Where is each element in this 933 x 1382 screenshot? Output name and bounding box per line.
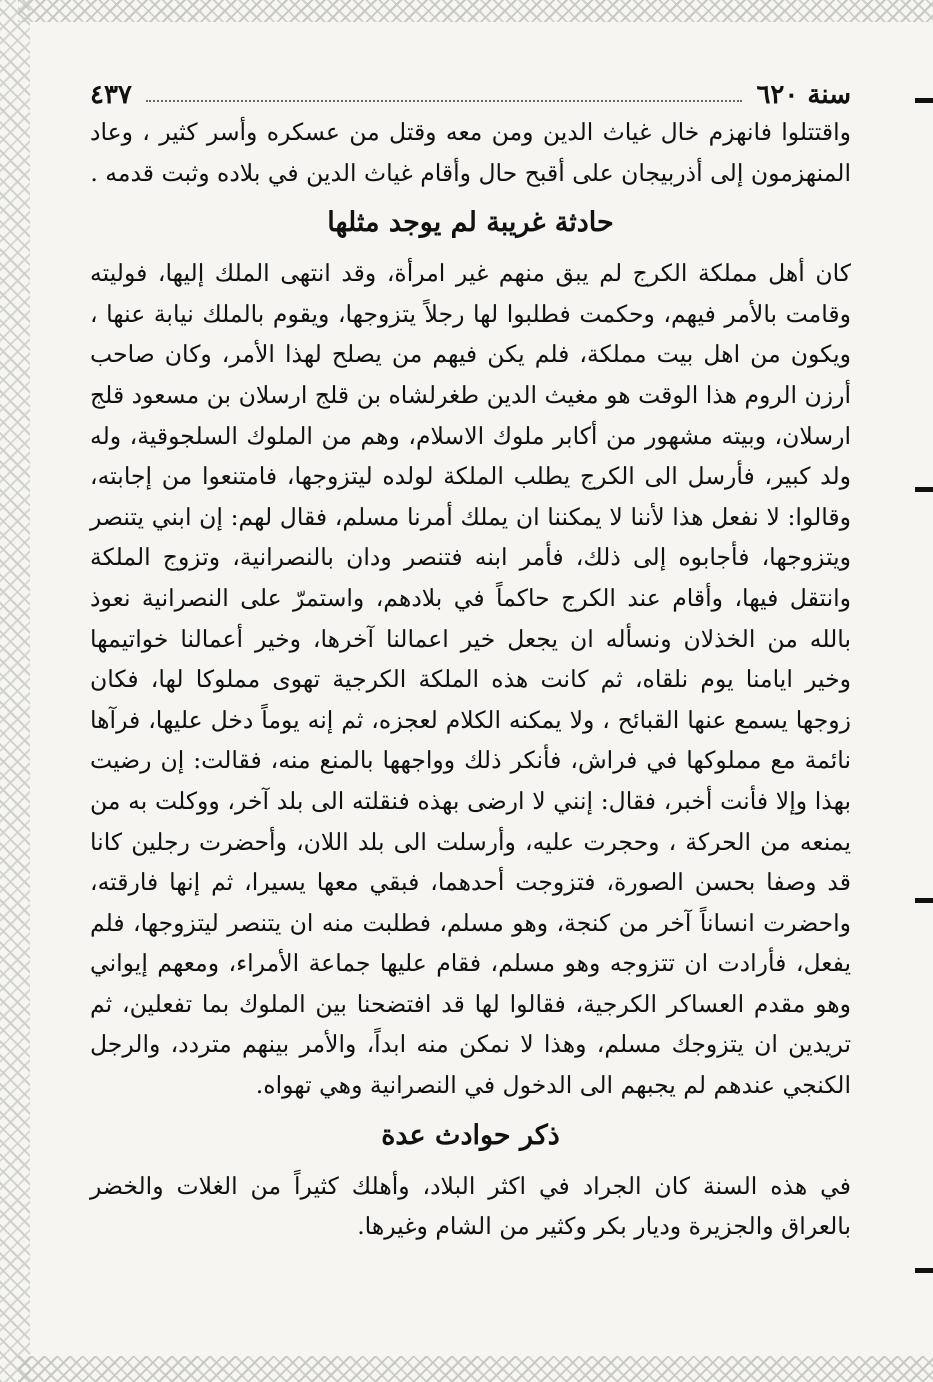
page-content [90,70,851,1322]
running-header [90,70,851,110]
header-leader-dots [146,100,743,102]
margin-marker [915,98,933,103]
year-label: سنة ٦٢٠ [756,80,851,110]
margin-marker [915,487,933,492]
section-heading-1: حادثة غريبة لم يوجد مثلها [327,207,614,239]
section-heading-2: ذكر حوادث عدة [381,1119,560,1151]
decorative-border-left [0,0,30,1382]
section-body-2: في هذه السنة كان الجراد في اكثر البلاد، وأهلك كثيراً من الغلات والخضر بالعراق والجزيرة وديار بكر وكثير من الشام وغيرها. [90,1171,851,1241]
decorative-border-top [18,0,933,22]
margin-marker [915,1268,933,1273]
margin-marker [915,898,933,903]
section-body-1: كان أهل مملكة الكرج لم يبق منهم غير امرأة، وقد انتهى الملك إليها، فوليته وقامت بالأمر فيهم، وحكمت فطلبوا لها رجلاً يتزوجها، ويقوم بالملك نيابة عنها ، ويكون من اهل بيت مملكة، فلم يكن فيهم من يصلح لهذا الأمر، وكان صاحب أرزن الروم هذا الوقت هو مغيث الدين طغرلشاه بن قلج ارسلان بن مسعود قلج ارسلان، وبيته مشهور من أكابر ملوك الاسلام، وهم من الملوك السلجوقية، وله ولد كبير، فأرسل الى الكرج يطلب الملكة لولده ليتزوجها، فامتنعوا من إجابته، وقالوا: لا نفعل هذا لأننا لا يمكننا ان يملك أمرنا مسلم، فقال لهم: إن ابني يتنصر ويتزوجها، فأجابوه إلى ذلك، فأمر ابنه فتنصر ودان بالنصرانية، وتزوج الملكة وانتقل فيها، وأقام عند الكرج حاكماً في بلادهم، واستمرّ على النصرانية نعوذ بالله من الخذلان ونسأله ان يجعل خير اعمالنا آخرها، وخير أعمالنا خواتيمها وخير ايامنا يوم نلقاه، ثم كانت هذه الملكة الكرجية تهوى مملوكا لها، فكان زوجها يسمع عنها القبائح ، ولا يمكنه الكلام لعجزه، ثم إنه يوماً دخل عليها، فرآها نائمة مع مملوكها في فراش، فأنكر ذلك وواجهها بالمنع منه، فقالت: إن رضيت بهذا وإلا فأنت أخبر، فقال: إنني لا ارضى بهذه فنقلته الى بلد آخر، ووكلت به من يمنعه من الحركة ، وحجرت عليه، وأرسلت الى بلد اللان، وأحضرت رجلين كانا قد وصفا بحسن الصورة، فتزوجت أحدهما، فبقي معها يسيرا، ثم إنها فارقته، واحضرت انساناً آخر من كنجة، وهو مسلم، فطلبت منه ان يتنصر ليتزوجها، فلم يفعل، فأرادت ان تتزوجه وهو مسلم، فقام عليها جماعة الأمراء، ومعهم إيواني وهو مقدم العساكر الكرجية، فقالوا لها قد افتضحنا بين الملوك بما تفعلين، ثم تريدين ان يتزوجك مسلم، وهذا لا نمكن منه ابداً، والأمر بينهم متردد، والرجل الكنجي عندهم لم يجبهم الى الدخول في النصرانية وهي تهواه. [90,259,851,1100]
intro-paragraph: واقتتلوا فانهزم خال غياث الدين ومن معه وقتل من عسكره وأسر كثير ، وعاد المنهزمون إلى أذربيجان على أقبح حال وأقام غياث الدين في بلاده وثبت قدمه . [90,118,851,187]
page-number: ٤٣٧ [90,80,132,110]
decorative-border-bottom [18,1356,933,1382]
